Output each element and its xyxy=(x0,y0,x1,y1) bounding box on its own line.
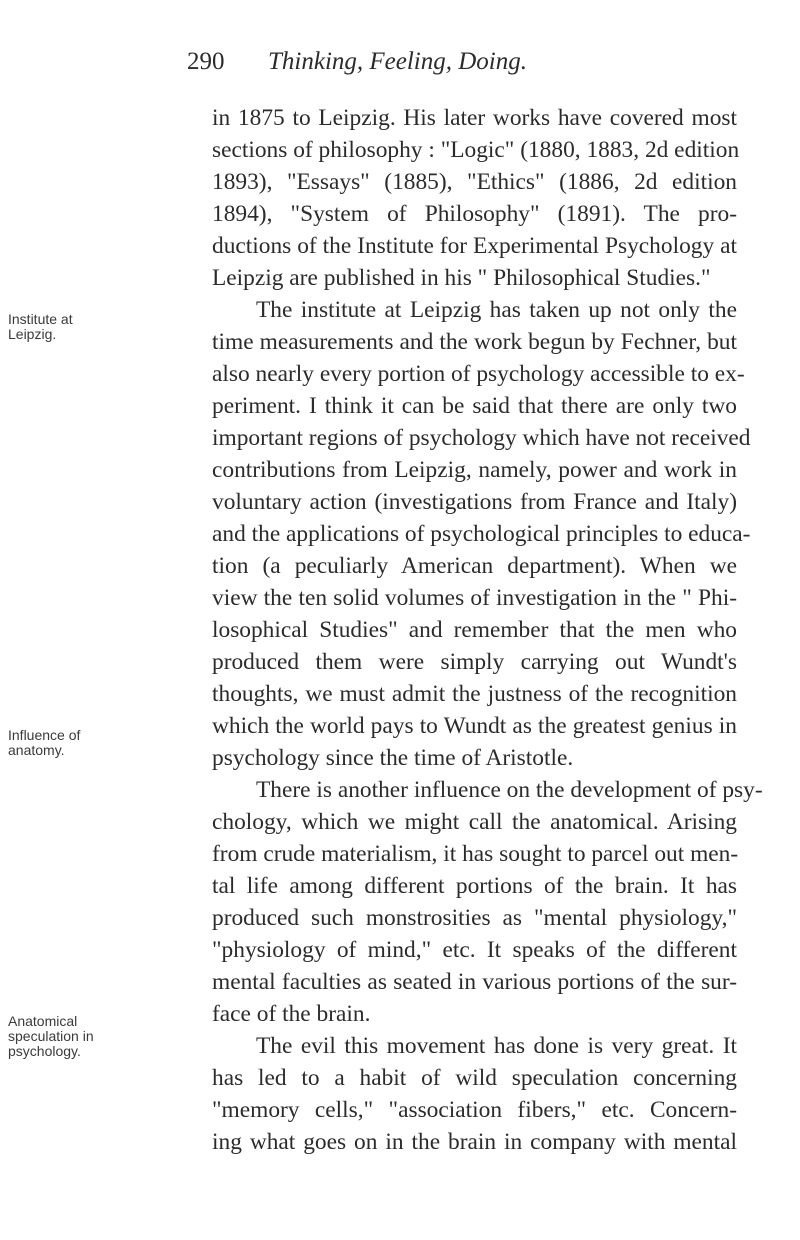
body-line: sections of philosophy : "Logic" (1880, 1883, 2d edition xyxy=(212,137,740,163)
body-line: time measurements and the work begun by Fechner, but xyxy=(212,329,737,355)
side-note-line: anatomy. xyxy=(8,742,65,758)
side-note-line: Anatomical xyxy=(8,1013,78,1029)
running-title: Thinking, Feeling, Doing. xyxy=(268,48,527,75)
side-note-speculation xyxy=(8,1014,158,1059)
side-note-institute xyxy=(8,312,158,342)
body-line: 1893), "Essays" (1885), "Ethics" (1886, 2d edition xyxy=(212,169,737,195)
body-line: also nearly every portion of psychology accessible to ex- xyxy=(212,361,745,387)
body-line: chology, which we might call the anatomical. Arising xyxy=(212,809,737,835)
side-note-anatomy xyxy=(8,728,158,758)
body-line: 1894), "System of Philosophy" (1891). The pro- xyxy=(212,201,737,227)
body-line: which the world pays to Wundt as the greatest genius in xyxy=(212,713,737,739)
body-line: tion (a peculiarly American department). When we xyxy=(212,553,737,579)
body-line: thoughts, we must admit the justness of the recognition xyxy=(212,681,737,707)
body-line: contributions from Leipzig, namely, power and work in xyxy=(212,457,737,483)
body-line: ductions of the Institute for Experimental Psychology at xyxy=(212,233,737,259)
body-line: from crude materialism, it has sought to parcel out men- xyxy=(212,841,739,867)
body-line: The evil this movement has done is very great. It xyxy=(256,1033,737,1059)
side-note-line: speculation in xyxy=(8,1028,94,1044)
body-line: "memory cells," "association fibers," etc. Concern- xyxy=(212,1097,737,1123)
body-line: face of the brain. xyxy=(212,1001,371,1027)
body-line: Leipzig are published in his " Philosophical Studies." xyxy=(212,265,711,291)
body-line: has led to a habit of wild speculation concerning xyxy=(212,1065,737,1091)
body-line: "physiology of mind," etc. It speaks of the different xyxy=(212,937,737,963)
body-line: periment. I think it can be said that there are only two xyxy=(212,393,737,419)
side-note-line: Leipzig. xyxy=(8,326,57,342)
body-line: The institute at Leipzig has taken up not only the xyxy=(256,297,737,323)
body-line: and the applications of psychological principles to educa- xyxy=(212,521,751,547)
body-line: produced such monstrosities as "mental physiology," xyxy=(212,905,737,931)
body-line: psychology since the time of Aristotle. xyxy=(212,745,574,771)
body-line: ing what goes on in the brain in company with mental xyxy=(212,1129,737,1155)
page-number: 290 xyxy=(187,48,225,75)
body-line: in 1875 to Leipzig. His later works have covered most xyxy=(212,105,737,131)
body-line: voluntary action (investigations from France and Italy) xyxy=(212,489,737,515)
body-line: There is another influence on the development of psy- xyxy=(256,777,763,803)
body-line: tal life among different portions of the brain. It has xyxy=(212,873,737,899)
body-line: losophical Studies" and remember that the men who xyxy=(212,617,737,643)
body-line: produced them were simply carrying out Wundt's xyxy=(212,649,737,675)
side-note-line: Influence of xyxy=(8,727,81,743)
side-note-line: psychology. xyxy=(8,1043,81,1059)
body-line: important regions of psychology which have not received xyxy=(212,425,751,451)
body-line: mental faculties as seated in various portions of the sur- xyxy=(212,969,737,995)
page-header xyxy=(0,44,800,84)
body-line: view the ten solid volumes of investigation in the " Phi- xyxy=(212,585,737,611)
side-note-line: Institute at xyxy=(8,311,73,327)
